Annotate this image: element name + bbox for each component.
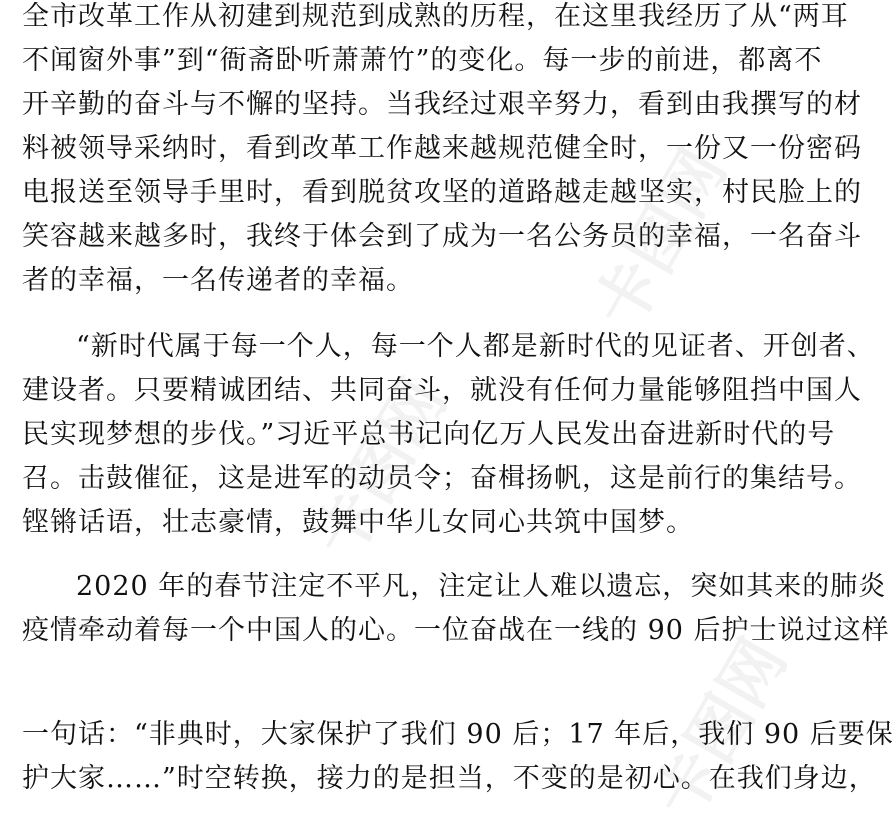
watermark: 卡图网	[581, 137, 742, 341]
text-line: 民实现梦想的步伐。”习近平总书记向亿万人民发出奋进新时代的号	[22, 419, 836, 450]
text-line: 疫情牵动着每一个中国人的心。一位奋战在一线的 90 后护士说过这样	[22, 615, 890, 646]
text-line: 建设者。只要精诚团结、共同奋斗，就没有任何力量能够阻挡中国人	[22, 375, 862, 406]
text-line: 召。击鼓催征，这是进军的动员令；奋楫扬帆，这是前行的集结号。	[22, 463, 862, 494]
watermark: 卡图网	[301, 367, 462, 571]
text-line: 者的幸福，一名传递者的幸福。	[22, 265, 414, 296]
text-line: “新时代属于每一个人，每一个人都是新时代的见证者、开创者、	[76, 331, 875, 362]
text-line: 一句话：“非典时，大家保护了我们 90 后；17 年后，我们 90 后要保	[22, 719, 894, 750]
text-line: 料被领导采纳时，看到改革工作越来越规范健全时，一份又一份密码	[22, 133, 862, 164]
text-line: 开辛勤的奋斗与不懈的坚持。当我经过艰辛努力，看到由我撰写的材	[22, 89, 862, 120]
text-line: 铿锵话语，壮志豪情，鼓舞中华儿女同心共筑中国梦。	[22, 507, 694, 538]
watermark: 卡图网	[641, 627, 802, 831]
text-line: 护大家……”时空转换，接力的是担当，不变的是初心。在我们身边，	[22, 763, 877, 794]
text-line: 全市改革工作从初建到规范到成熟的历程，在这里我经历了从“两耳	[22, 1, 849, 32]
text-line: 电报送至领导手里时，看到脱贫攻坚的道路越走越坚实，村民脸上的	[22, 177, 862, 208]
text-line: 笑容越来越多时，我终于体会到了成为一名公务员的幸福，一名奋斗	[22, 221, 862, 252]
text-line: 不闻窗外事”到“衙斋卧听萧萧竹”的变化。每一步的前进，都离不	[22, 45, 823, 76]
text-line: 2020 年的春节注定不平凡，注定让人难以遗忘，突如其来的肺炎	[76, 571, 887, 602]
